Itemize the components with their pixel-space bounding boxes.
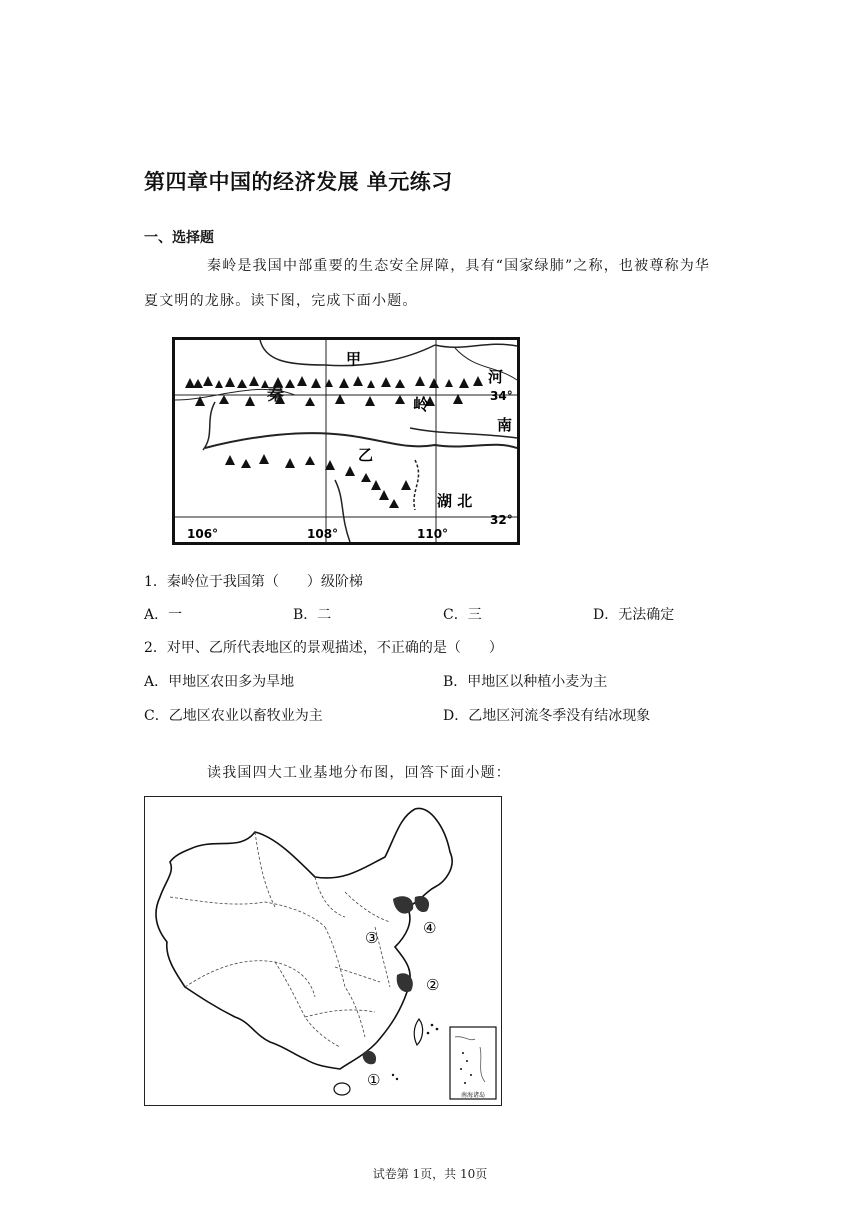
q1-option-a[interactable]: A．一	[144, 607, 183, 623]
q1-option-d[interactable]: D．无法确定	[593, 607, 675, 623]
label-qin: 秦	[267, 385, 284, 405]
china-industrial-map	[144, 796, 502, 1106]
label-yi: 乙	[358, 446, 374, 464]
industrial-base-zhujiang	[363, 1051, 376, 1064]
inset-label: 南海诸岛	[461, 1092, 486, 1099]
south-china-sea-inset	[450, 1027, 496, 1099]
qinling-map-drawing	[175, 340, 517, 542]
label-lon110: 110°	[417, 527, 449, 541]
q1-option-b[interactable]: B．二	[293, 607, 332, 623]
label-hubei: 湖 北	[437, 492, 473, 510]
marker-2: ②	[426, 976, 440, 994]
label-he: 河	[488, 368, 504, 386]
label-lat34: 34°	[490, 389, 513, 403]
page-footer: 试卷第 1页，共 10页	[372, 1167, 488, 1181]
q2-option-d[interactable]: D．乙地区河流冬季没有结冰现象	[443, 708, 651, 724]
question-1-stem: 1．秦岭位于我国第（ ）级阶梯	[144, 574, 363, 590]
marker-1: ①	[367, 1071, 381, 1089]
passage2: 读我国四大工业基地分布图，回答下面小题：	[207, 765, 511, 781]
q2-option-c[interactable]: C．乙地区农业以畜牧业为主	[144, 708, 323, 724]
question-2-stem: 2．对甲、乙所代表地区的景观描述，不正确的是（ ）	[144, 640, 503, 656]
q1-option-c[interactable]: C．三	[443, 607, 482, 623]
label-nan: 南	[497, 416, 513, 434]
label-ling: 岭	[413, 395, 430, 414]
qinling-map	[172, 337, 520, 545]
label-lon108: 108°	[307, 527, 339, 541]
industrial-base-beijing-tianjin	[393, 896, 413, 913]
china-map-drawing	[145, 797, 500, 1104]
q2-option-b[interactable]: B．甲地区以种植小麦为主	[443, 674, 608, 690]
passage1-line2: 夏文明的龙脉。读下图，完成下面小题。	[144, 293, 418, 309]
section-heading: 一、选择题	[144, 230, 214, 246]
label-jia: 甲	[346, 350, 362, 368]
marker-4: ④	[423, 919, 437, 937]
passage1-line1: 秦岭是我国中部重要的生态安全屏障，具有“国家绿肺”之称，也被尊称为华	[207, 258, 711, 274]
page-title: 第四章中国的经济发展 单元练习	[144, 170, 453, 194]
label-lon106: 106°	[187, 527, 219, 541]
marker-3: ③	[365, 929, 379, 947]
label-lat32: 32°	[490, 513, 513, 527]
industrial-base-liaozhongnan	[415, 896, 429, 912]
q2-option-a[interactable]: A．甲地区农田多为旱地	[144, 674, 295, 690]
